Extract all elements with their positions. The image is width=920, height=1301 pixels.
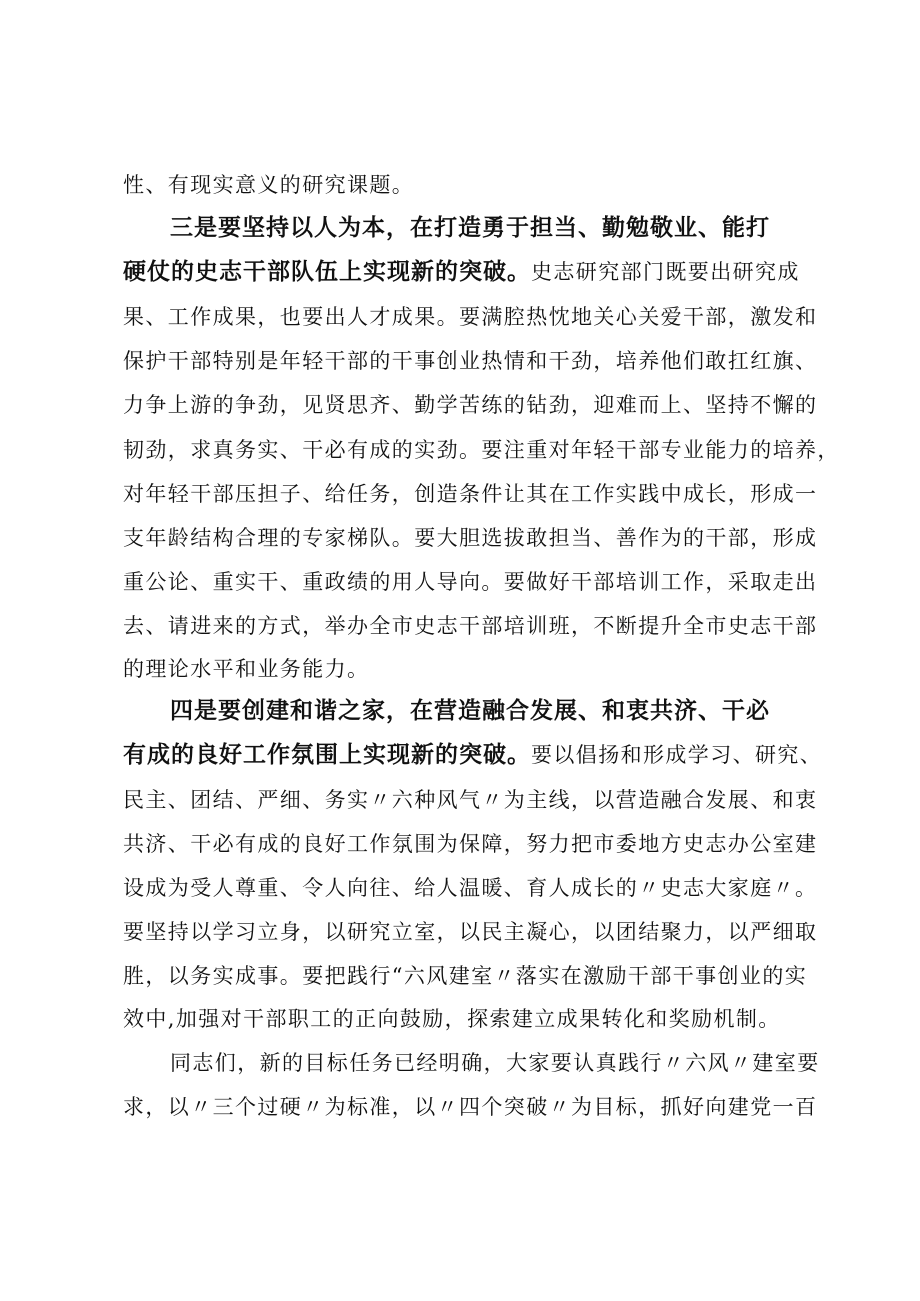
text-line: 性、有现实意义的研究课题。: [123, 173, 415, 197]
text-line: 韧劲，求真务实、干必有成的实劲。要注重对年轻干部专业能力的培养，: [123, 438, 840, 462]
text-line: 同志们，新的目标任务已经明确，大家要认真践行〃六风〃建室要: [170, 1051, 820, 1075]
text-line: 共济、干必有成的良好工作氛围为保障，努力把市委地方史志办公室建: [123, 832, 818, 856]
text-line: 去、请进来的方式，举办全市史志干部培训班，不断提升全市史志干部: [123, 614, 818, 638]
text-run: 要以倡扬和形成学习、研究、: [531, 743, 823, 767]
text-line: 重公论、重实干、重政绩的用人导向。要做好干部培训工作，采取走出: [123, 570, 818, 594]
text-line: 求，以〃三个过硬〃为标准，以〃四个突破〃为目标，抓好向建党一百: [123, 1095, 818, 1119]
text-line: 的理论水平和业务能力。: [123, 657, 370, 681]
text-line: 民主、团结、严细、务实〃六种风气〃为主线，以营造融合发展、和衷: [123, 788, 818, 812]
text-line: 力争上游的争劲，见贤思齐、勤学苦练的钻劲，迎难而上、坚持不懈的: [123, 393, 818, 417]
bold-lead: 四是要创建和谐之家，在营造融合发展、和衷共济、干必: [170, 698, 770, 724]
text-line: 保护干部特别是年轻干部的干事创业热情和干劲，培养他们敢扛红旗、: [123, 349, 818, 373]
text-line: 效中,加强对干部职工的正向鼓励，探索建立成果转化和奖励机制。: [123, 1007, 781, 1031]
text-line: 对年轻干部压担子、给任务，创造条件让其在工作实践中成长，形成一: [123, 482, 818, 506]
text-run: 史志研究部门既要出研究成: [531, 260, 800, 284]
paragraph-lead: [170, 213, 810, 243]
paragraph-lead: [123, 257, 803, 287]
text-line: 设成为受人尊重、令人向往、给人温暖、育人成长的〃史志大家庭〃。: [123, 876, 818, 900]
bold-lead: 有成的良好工作氛围上实现新的突破。: [123, 742, 531, 768]
text-line: 要坚持以学习立身，以研究立室，以民主凝心，以团结聚力，以严细取: [123, 920, 818, 944]
text-line: 果、工作成果，也要出人才成果。要满腔热忱地关心关爱干部，激发和: [123, 305, 818, 329]
text-line: 支年龄结构合理的专家梯队。要大胆选拔敢担当、善作为的干部，形成: [123, 526, 818, 550]
text-line: 胜，以务实成事。要把践行“六风建室〃落实在激励干部干事创业的实: [123, 964, 808, 988]
bold-lead: 三是要坚持以人为本，在打造勇于担当、勤勉敬业、能打: [170, 215, 770, 241]
bold-lead: 硬仗的史志干部队伍上实现新的突破。: [123, 259, 531, 285]
paragraph-lead: [123, 740, 823, 770]
paragraph-lead: [170, 696, 810, 726]
